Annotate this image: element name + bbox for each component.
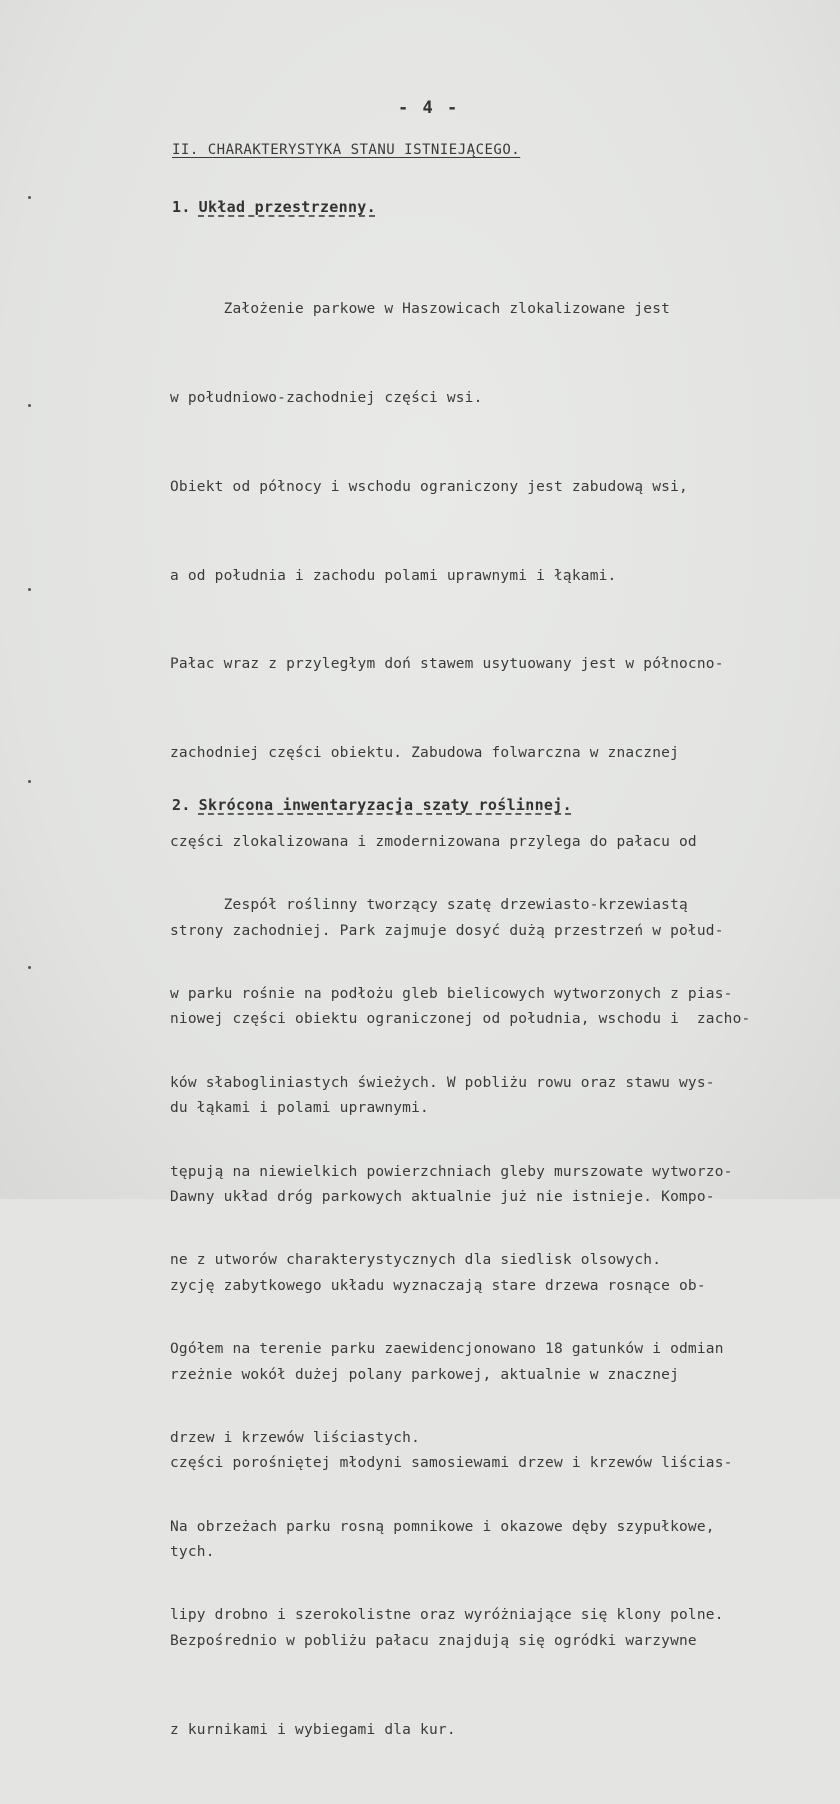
text-line: Zespół roślinny tworzący szatę drzewiasto-krzewiastą (170, 897, 688, 914)
margin-mark (28, 404, 31, 407)
text-line: lipy drobno i szerokolistne oraz wyróżniające się klony polne. (170, 1607, 724, 1624)
text-line: Na obrzeżach parku rosną pomnikowe i okazowe dęby szypułkowe, (170, 1518, 715, 1535)
text-line: zycję zabytkowego układu wyznaczają stare drzewa rosnące ob- (170, 1277, 706, 1294)
section-2-body (170, 832, 830, 1690)
text-line: z kurnikami i wybiegami dla kur. (170, 1721, 456, 1738)
text-line: tych. (170, 1544, 215, 1561)
text-line: w południowo-zachodniej części wsi. (170, 389, 483, 406)
section-2-heading-text: Skrócona inwentaryzacja szaty roślinnej. (198, 796, 572, 814)
text-line: ne z utworów charakterystycznych dla siedlisk olsowych. (170, 1252, 662, 1269)
text-line: Dawny układ dróg parkowych aktualnie już nie istnieje. Kompo- (170, 1189, 715, 1205)
section-title: II. CHARAKTERYSTYKA STANU ISTNIEJĄCEGO. (172, 142, 521, 158)
text-line: rzeżnie wokół dużej polany parkowej, aktualnie w znacznej (170, 1366, 679, 1383)
text-line: części porośniętej młodyni samosiewami drzew i krzewów liścias- (170, 1455, 733, 1472)
text-line: tępują na niewielkich powierzchniach gleby murszowate wytworzo- (170, 1163, 733, 1180)
text-line: Obiekt od północy i wschodu ograniczony jest zabudową wsi, (170, 478, 688, 495)
text-line: Założenie parkowe w Haszowicach zlokalizowane jest (170, 301, 671, 318)
text-line: w parku rośnie na podłożu gleb bielicowych wytworzonych z pias- (170, 985, 733, 1002)
text-line: Pałac wraz z przyległym doń stawem usytuowany jest w północno- (170, 656, 724, 673)
margin-mark (28, 588, 31, 591)
section-2-heading (172, 796, 572, 814)
text-line: du łąkami i polami uprawnymi. (170, 1100, 429, 1117)
margin-mark (28, 966, 31, 969)
section-1-heading (172, 198, 376, 216)
margin-mark (28, 196, 31, 199)
text-line: Ogółem na terenie parku zaewidencjonowano 18 gatunków i odmian (170, 1341, 724, 1358)
section-1-heading-text: Układ przestrzenny. (198, 198, 376, 216)
text-line: zachodniej części obiektu. Zabudowa folwarczna w znacznej (170, 745, 679, 762)
text-line: a od południa i zachodu polami uprawnymi i łąkami. (170, 567, 617, 584)
text-line: strony zachodniej. Park zajmuje dosyć dużą przestrzeń w połud- (170, 922, 724, 939)
text-line: Bezpośrednio w pobliżu pałacu znajdują się ogródki warzywne (170, 1632, 697, 1649)
text-line: części zlokalizowana i zmodernizowana przylega do pałacu od (170, 833, 697, 850)
text-line: drzew i krzewów liściastych. (170, 1429, 421, 1446)
text-line: niowej części obiektu ograniczonej od południa, wschodu i zacho- (170, 1011, 751, 1028)
margin-mark (28, 780, 31, 783)
section-1-number: 1. (172, 198, 191, 216)
page-number: - 4 - (398, 98, 460, 118)
section-2-number: 2. (172, 796, 191, 814)
text-line: ków słabogliniastych świeżych. W pobliżu rowu oraz stawu wys- (170, 1074, 715, 1091)
